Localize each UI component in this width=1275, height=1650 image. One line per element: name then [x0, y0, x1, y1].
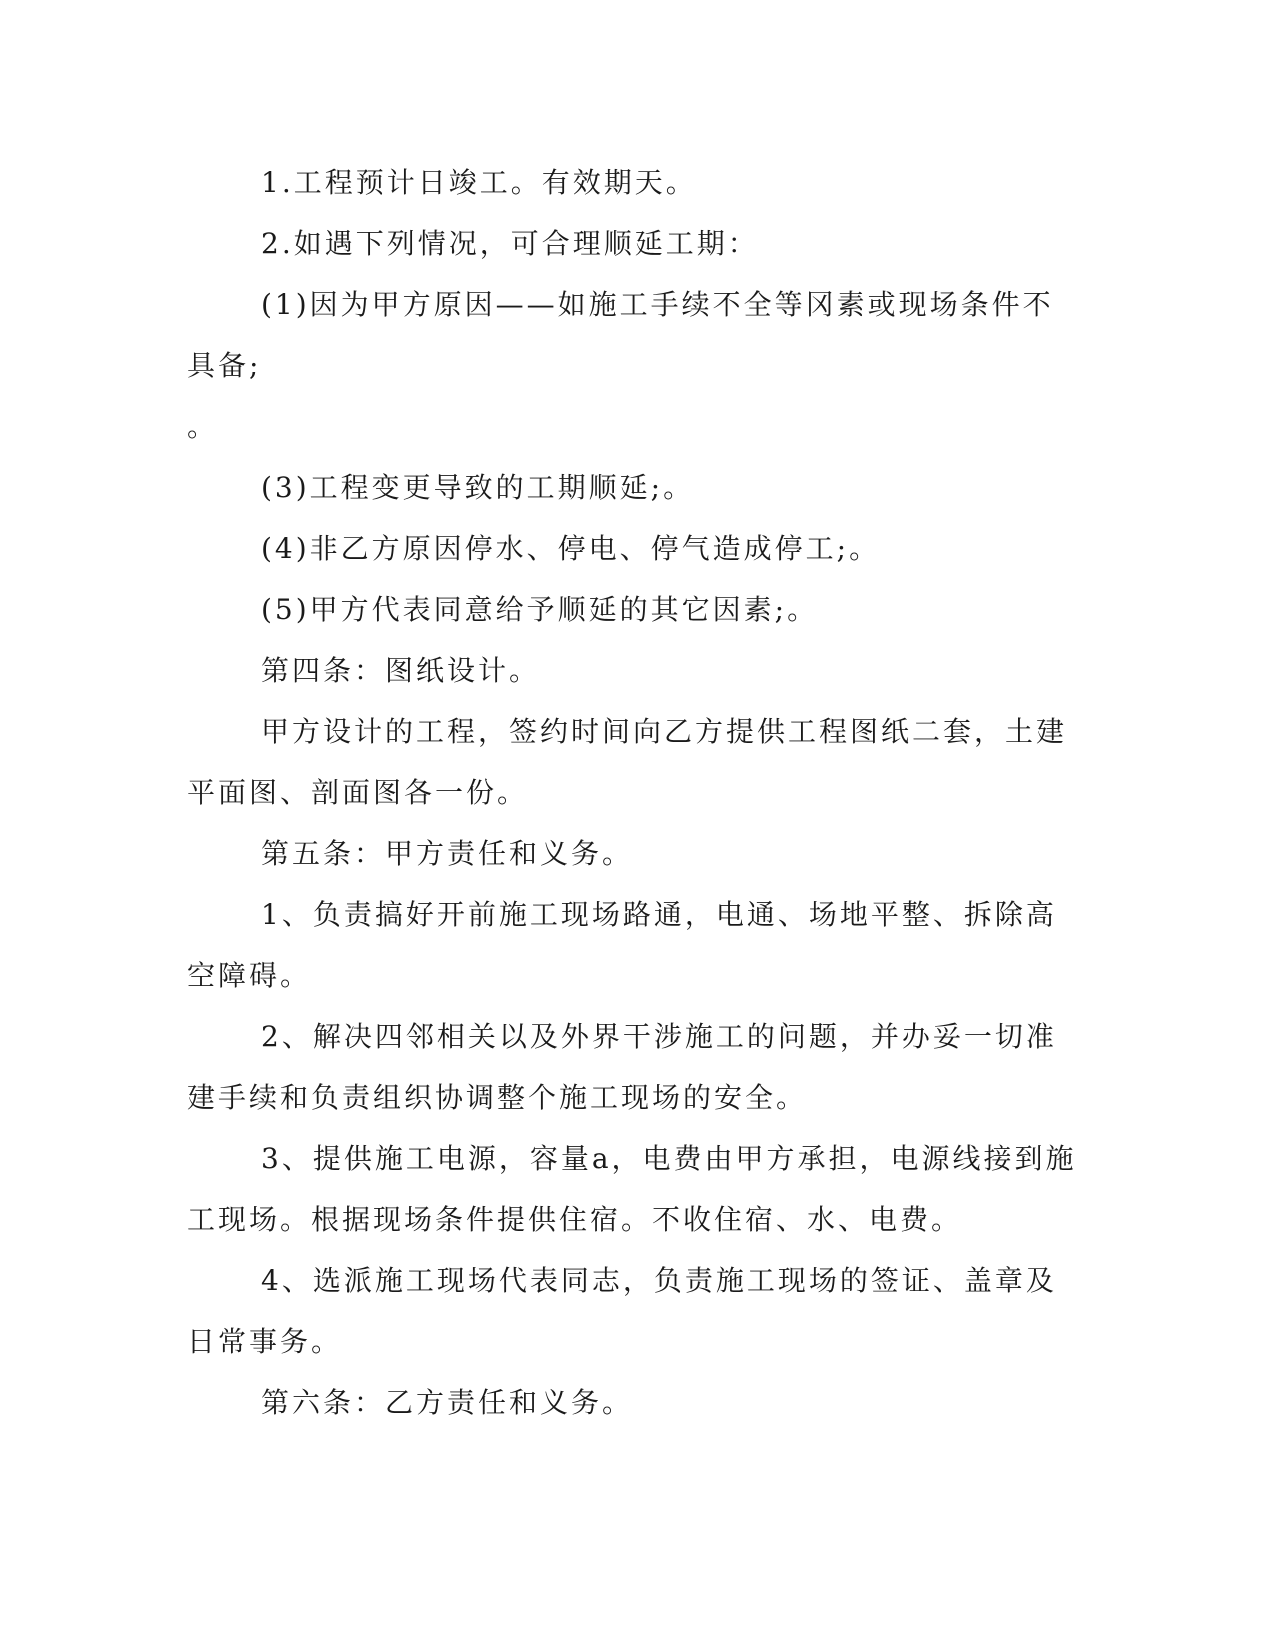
paragraph-condition-1: (1)因为甲方原因——如施工手续不全等冈素或现场条件不具备; [187, 288, 1054, 382]
paragraph-fragment: 。 [187, 410, 219, 443]
paragraph-drawings: 甲方设计的工程，签约时间向乙方提供工程图纸二套，土建平面图、剖面图各一份。 [187, 715, 1068, 809]
paragraph-condition-5: (5)甲方代表同意给予顺延的其它因素;。 [261, 593, 819, 626]
paragraph-completion-date: 1.工程预计日竣工。有效期天。 [261, 166, 697, 199]
paragraph-condition-3: (3)工程变更导致的工期顺延;。 [261, 471, 695, 504]
paragraph-duty-2: 2、解决四邻相关以及外界干涉施工的问题，并办妥一切准建手续和负责组织协调整个施工现场的安全。 [187, 1020, 1057, 1114]
paragraph-duty-1: 1、负责搞好开前施工现场路通，电通、场地平整、拆除高空障碍。 [187, 898, 1057, 992]
paragraph-duty-3: 3、提供施工电源，容量a，电费由甲方承担，电源线接到施工现场。根据现场条件提供住宿。不收住宿、水、电费。 [187, 1142, 1077, 1236]
article-6-heading: 第六条：乙方责任和义务。 [261, 1386, 634, 1419]
document-body [187, 152, 1077, 1433]
article-5-heading: 第五条：甲方责任和义务。 [261, 837, 634, 870]
paragraph-condition-4: (4)非乙方原因停水、停电、停气造成停工;。 [261, 532, 881, 565]
paragraph-extension-conditions: 2.如遇下列情况，可合理顺延工期： [261, 227, 759, 260]
paragraph-duty-4: 4、选派施工现场代表同志，负责施工现场的签证、盖章及日常事务。 [187, 1264, 1057, 1358]
article-4-heading: 第四条：图纸设计。 [261, 654, 541, 687]
